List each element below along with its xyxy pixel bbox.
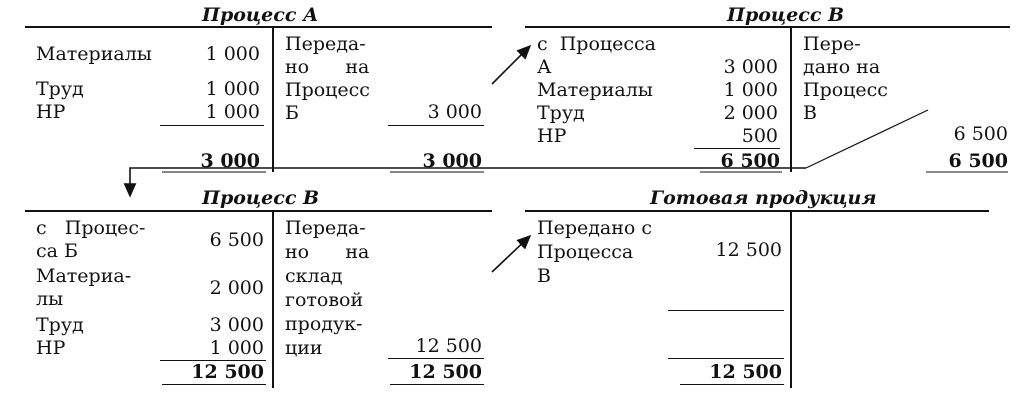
debit-label: НР (36, 337, 66, 359)
credit-label-line: но на (285, 56, 370, 78)
debit-label: Материалы (537, 79, 653, 101)
debit-total: 3 000 (200, 150, 260, 172)
credit-label-line: ции (285, 337, 323, 359)
account-title-process-v: Процесс В (202, 187, 320, 209)
credit-amount: 6 500 (953, 123, 1008, 145)
debit-label: Труд (36, 314, 84, 336)
credit-label-line: готовой (285, 289, 364, 311)
debit-label: НР (36, 101, 66, 123)
debit-label-line: лы (36, 288, 64, 310)
debit-label-line: Передано с (537, 217, 653, 239)
account-title-process-b: Процесс В (727, 4, 845, 26)
debit-total: 6 500 (720, 150, 780, 172)
arrow-a-to-b (492, 46, 530, 84)
debit-amount: 1 000 (205, 101, 260, 123)
credit-total: 6 500 (948, 150, 1008, 172)
debit-amount: 1 000 (723, 79, 778, 101)
debit-amount: 1 000 (205, 43, 260, 65)
credit-label-line: Процесс (285, 79, 370, 101)
credit-label-line: Переда- (285, 33, 366, 55)
debit-amount: 2 000 (209, 277, 264, 299)
debit-label-line: В (537, 265, 551, 287)
debit-label-line: с Процесса (537, 33, 656, 55)
credit-label-line: склад (285, 265, 343, 287)
debit-label: НР (537, 125, 567, 147)
credit-diagonal-line (806, 110, 928, 168)
debit-label-line: Процесса (537, 241, 634, 263)
credit-label-line: Б (285, 102, 299, 124)
credit-label-line: В (803, 102, 817, 124)
account-title-process-a: Процесс А (202, 4, 319, 26)
debit-label-line: са Б (36, 240, 78, 262)
debit-label: Труд (537, 102, 585, 124)
credit-label-line: Процесс (803, 79, 888, 101)
debit-label: Труд (36, 78, 84, 100)
credit-total: 3 000 (422, 150, 482, 172)
debit-amount: 3 000 (723, 56, 778, 78)
credit-amount: 3 000 (427, 101, 482, 123)
credit-amount: 12 500 (415, 335, 482, 357)
credit-total: 12 500 (409, 361, 482, 383)
debit-amount: 12 500 (715, 239, 782, 261)
debit-amount: 1 000 (205, 78, 260, 100)
debit-label-line: А (537, 56, 552, 78)
debit-label-line: Материа- (36, 265, 132, 287)
debit-label-line: с Процес- (36, 217, 146, 239)
credit-label-line: дано на (803, 56, 881, 78)
arrow-v-to-finished-goods (492, 236, 530, 272)
credit-label-line: но на (285, 241, 370, 263)
debit-amount: 2 000 (723, 102, 778, 124)
credit-label-line: продук- (285, 313, 363, 335)
credit-label-line: Переда- (285, 217, 366, 239)
debit-amount: 500 (741, 125, 778, 147)
debit-total: 12 500 (709, 361, 782, 383)
debit-amount: 1 000 (209, 337, 264, 359)
account-title-finished-goods: Готовая продукция (650, 187, 877, 209)
debit-total: 12 500 (191, 361, 264, 383)
debit-amount: 6 500 (209, 229, 264, 251)
debit-amount: 3 000 (209, 314, 264, 336)
debit-label: Материалы (36, 43, 152, 65)
credit-label-line: Пере- (803, 33, 861, 55)
